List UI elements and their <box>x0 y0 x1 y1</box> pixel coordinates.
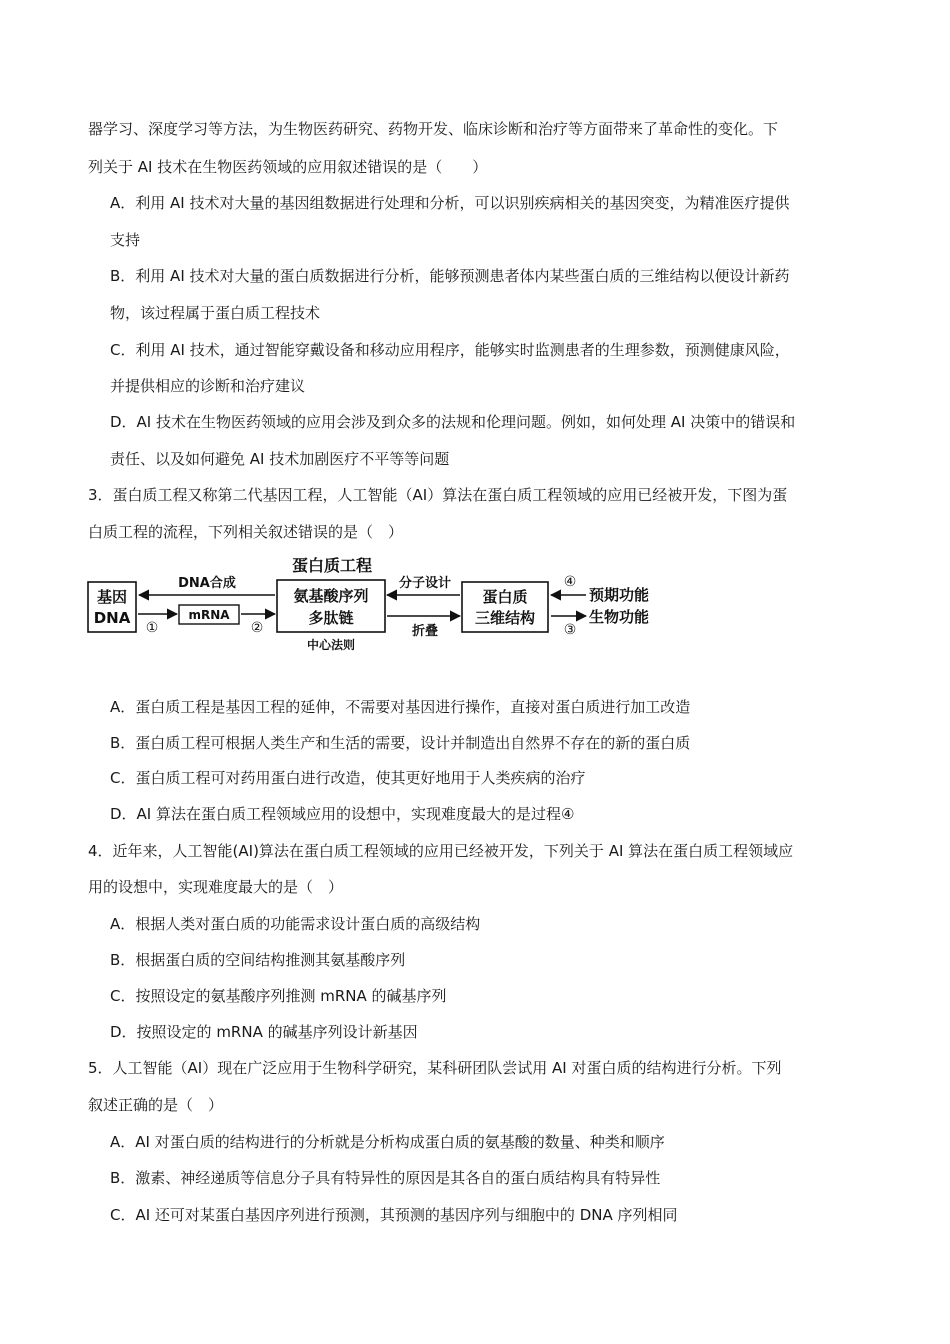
step-4: ④ <box>563 574 577 590</box>
q2-option-a-line-2: 支持 <box>110 231 141 249</box>
q2-option-a-line-1: A．利用 AI 技术对大量的基因组数据进行处理和分析，可以识别疾病相关的基因突变，为精准医疗提供 <box>110 194 790 212</box>
q2-option-b-line-1: B．利用 AI 技术对大量的蛋白质数据进行分析，能够预测患者体内某些蛋白质的三维结构以便设计新药 <box>110 267 790 285</box>
q5-option-b: B．激素、神经递质等信息分子具有特异性的原因是其各自的蛋白质结构具有特异性 <box>110 1169 661 1187</box>
q3-option-a: A．蛋白质工程是基因工程的延伸，不需要对基因进行操作，直接对蛋白质进行加工改造 <box>110 698 691 716</box>
gene-label: 基因 <box>96 588 128 606</box>
q4-option-b: B．根据蛋白质的空间结构推测其氨基酸序列 <box>110 951 406 969</box>
expected-function-label: 预期功能 <box>589 586 650 604</box>
structure-label: 三维结构 <box>474 609 536 627</box>
q3-option-d: D．AI 算法在蛋白质工程领域应用的设想中，实现难度最大的是过程④ <box>110 805 575 823</box>
intro-line-2: 列关于 AI 技术在生物医药领域的应用叙述错误的是（ ） <box>88 158 488 176</box>
q5-stem-line-1: 5．人工智能（AI）现在广泛应用于生物科学研究，某科研团队尝试用 AI 对蛋白质的结构进行分析。下列 <box>88 1059 782 1077</box>
q3-option-c: C．蛋白质工程可对药用蛋白进行改造，使其更好地用于人类疾病的治疗 <box>110 769 586 787</box>
polypeptide-label: 多肽链 <box>308 609 354 627</box>
intro-line-1: 器学习、深度学习等方法，为生物医药研究、药物开发、临床诊断和治疗等方面带来了革命性的变化。下 <box>88 120 779 138</box>
q5-option-a: A．AI 对蛋白质的结构进行的分析就是分析构成蛋白质的氨基酸的数量、种类和顺序 <box>110 1133 665 1151</box>
q4-option-d: D．按照设定的 mRNA 的碱基序列设计新基因 <box>110 1023 418 1041</box>
mrna-label: mRNA <box>188 608 230 622</box>
protein-engineering-diagram <box>86 552 676 662</box>
amino-acid-label: 氨基酸序列 <box>293 587 369 605</box>
step-2: ② <box>250 620 264 636</box>
diagram-title: 蛋白质工程 <box>291 556 373 575</box>
q2-option-c-line-1: C．利用 AI 技术，通过智能穿戴设备和移动应用程序，能够实时监测患者的生理参数，预测健康风险， <box>110 341 790 359</box>
q5-option-c: C．AI 还可对某蛋白基因序列进行预测，其预测的基因序列与细胞中的 DNA 序列相同 <box>110 1206 678 1224</box>
q2-option-d-line-2: 责任、以及如何避免 AI 技术加剧医疗不平等等问题 <box>110 450 450 468</box>
q4-stem-line-2: 用的设想中，实现难度最大的是（ ） <box>88 878 344 896</box>
q3-stem-line-1: 3．蛋白质工程又称第二代基因工程，人工智能（AI）算法在蛋白质工程领域的应用已经被开发，下图为蛋 <box>88 486 788 504</box>
q5-stem-line-2: 叙述正确的是（ ） <box>88 1096 224 1114</box>
dna-synthesis-label: DNA合成 <box>178 576 236 591</box>
central-dogma-label: 中心法则 <box>306 638 356 652</box>
molecular-design-label: 分子设计 <box>398 576 452 591</box>
folding-label: 折叠 <box>411 624 439 639</box>
q3-stem-line-2: 白质工程的流程，下列相关叙述错误的是（ ） <box>88 523 404 541</box>
step-1: ① <box>145 620 159 636</box>
step-3: ③ <box>563 622 577 638</box>
q2-option-b-line-2: 物，该过程属于蛋白质工程技术 <box>110 304 321 322</box>
dna-label: DNA <box>93 609 131 627</box>
q2-option-c-line-2: 并提供相应的诊断和治疗建议 <box>110 377 306 395</box>
q2-option-d-line-1: D．AI 技术在生物医药领域的应用会涉及到众多的法规和伦理问题。例如，如何处理 AI 决策中的错误和 <box>110 413 796 431</box>
q3-option-b: B．蛋白质工程可根据人类生产和生活的需要，设计并制造出自然界不存在的新的蛋白质 <box>110 734 691 752</box>
q4-stem-line-1: 4．近年来，人工智能(AI)算法在蛋白质工程领域的应用已经被开发，下列关于 AI 算法在蛋白质工程领域应 <box>88 842 794 860</box>
q4-option-c: C．按照设定的氨基酸序列推测 mRNA 的碱基序列 <box>110 987 447 1005</box>
bio-function-label: 生物功能 <box>589 608 650 626</box>
q4-option-a: A．根据人类对蛋白质的功能需求设计蛋白质的高级结构 <box>110 915 481 933</box>
protein-label: 蛋白质 <box>482 588 528 606</box>
